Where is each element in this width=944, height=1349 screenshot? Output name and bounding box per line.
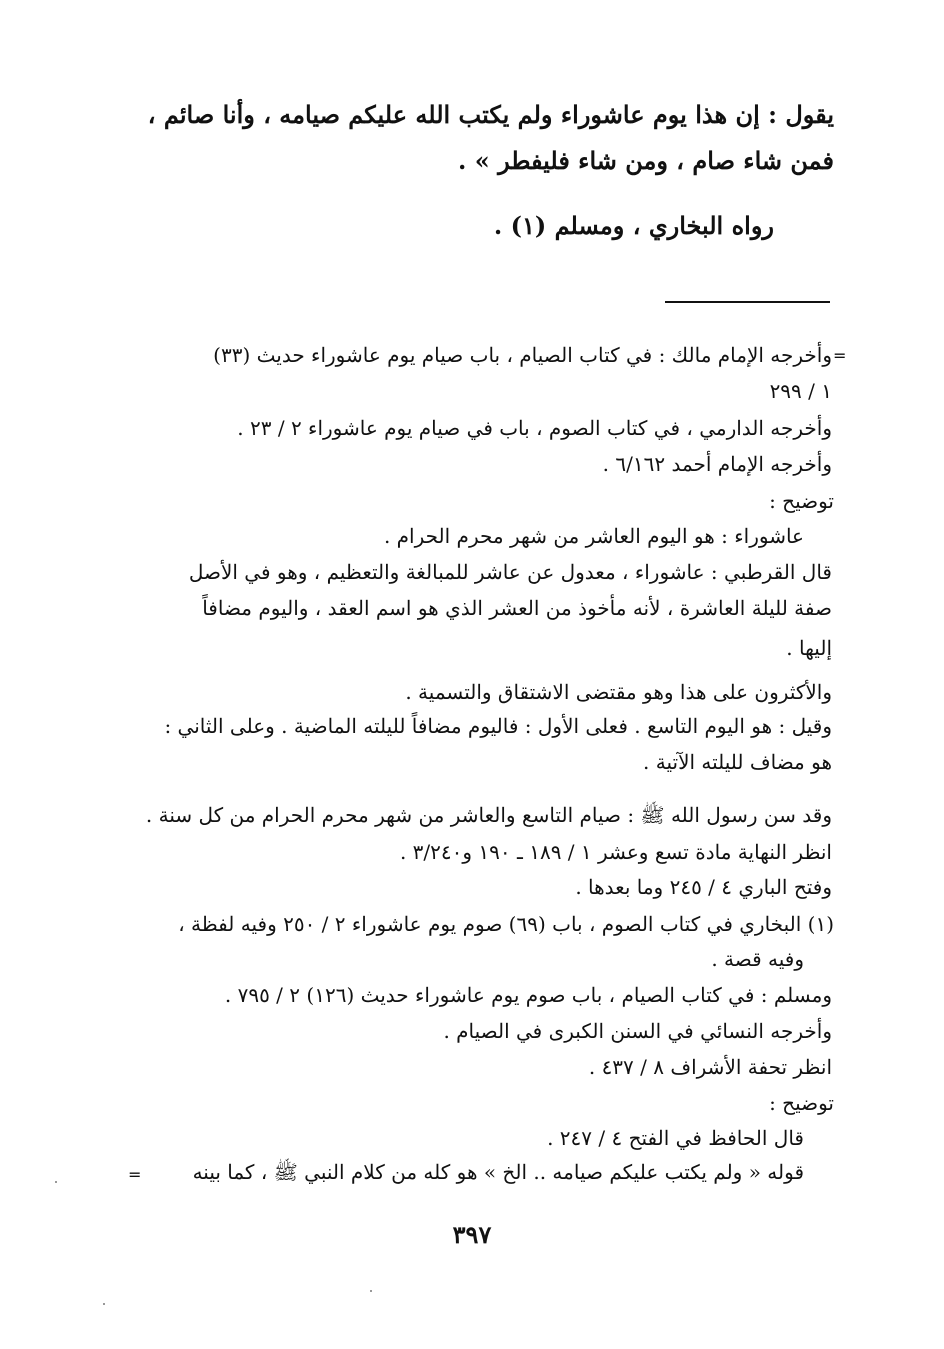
footnote-line: وأخرجه الإمام مالك : في كتاب الصيام ، باب صيام يوم عاشوراء حديث (٣٣) [213,343,832,367]
footnote-line: وفيه قصة . [711,947,804,971]
footnote-1: (١) البخاري في كتاب الصوم ، باب (٦٩) صوم يوم عاشوراء ٢ / ٢٥٠ وفيه لفظة ، [178,912,834,936]
footnote-heading: توضيح : [769,489,834,513]
footnote-line: والأكثرون على هذا وهو مقتضى الاشتقاق والتسمية . [405,680,832,704]
footnote-line: قال الحافظ في الفتح ٤ / ٢٤٧ . [547,1126,804,1150]
main-text-line-3: رواه البخاري ، ومسلم (١) . [493,211,774,240]
footnote-line: وأخرجه الدارمي ، في كتاب الصوم ، باب في صيام يوم عاشوراء ٢ / ٢٣ . [237,416,832,440]
footnote-heading: توضيح : [769,1091,834,1115]
footnote-line: ومسلم : في كتاب الصيام ، باب صوم يوم عاشوراء حديث (١٢٦) ٢ / ٧٩٥ . [224,983,832,1007]
footnote-line: هو مضاف لليلته الآتية . [643,750,832,774]
scan-speck [55,1181,57,1183]
footnote-line: عاشوراء : هو اليوم العاشر من شهر محرم الحرام . [383,524,804,548]
footnote-line: صفة لليلة العاشرة ، لأنه مأخوذ من العشر الذي هو اسم العقد ، واليوم مضافاً [202,596,832,620]
footnote-line: ١ / ٢٩٩ [769,379,832,403]
main-text-line-2: فمن شاء صام ، ومن شاء فليفطر » . [458,146,834,175]
footnote-line: انظر تحفة الأشراف ٨ / ٤٣٧ . [588,1055,832,1079]
scan-speck [103,1303,105,1305]
footnote-line: وفتح الباري ٤ / ٢٤٥ وما بعدها . [575,875,832,899]
page-number: ٣٩٧ [452,1220,492,1249]
main-text-line-1: يقول : إن هذا يوم عاشوراء ولم يكتب الله عليكم صيامه ، وأنا صائم ، [147,100,834,129]
footnote-line: وقد سن رسول الله ﷺ : صيام التاسع والعاشر من شهر محرم الحرام من كل سنة . [145,803,832,827]
footnote-line: وأخرجه الإمام أحمد ٦/١٦٢ . [602,452,832,476]
footnote-line: وقيل : هو اليوم التاسع . فعلى الأول : فاليوم مضافاً لليلته الماضية . وعلى الثاني : [164,714,832,738]
continuation-mark: = [833,346,847,365]
footnote-line: قوله « ولم يكتب عليكم صيامه .. الخ » هو كله من كلام النبي ﷺ ، كما بينه [192,1160,804,1184]
scan-speck [370,1290,372,1292]
footnote-line: إليها . [786,636,832,660]
footnote-line: انظر النهاية مادة تسع وعشر ١ / ١٨٩ ـ ١٩٠ و٣/٢٤٠ . [399,840,832,864]
footnote-line: قال القرطبي : عاشوراء ، معدول عن عاشر للمبالغة والتعظيم ، وهو في الأصل [188,560,832,584]
footnote-line: وأخرجه النسائي في السنن الكبرى في الصيام . [443,1019,832,1043]
footnote-separator [665,301,830,303]
end-continuation-mark: = [128,1165,142,1184]
